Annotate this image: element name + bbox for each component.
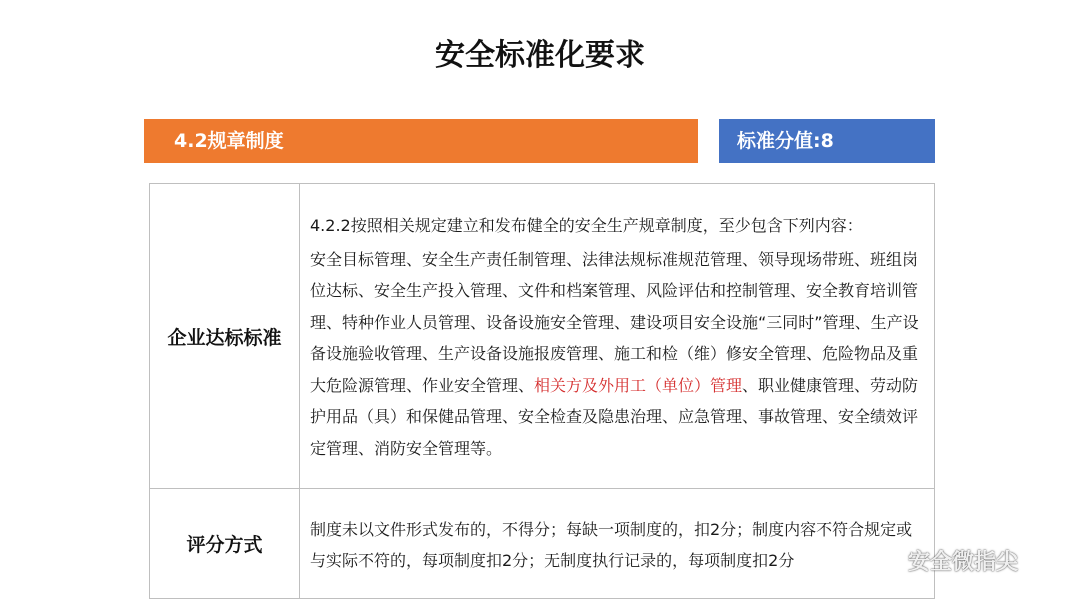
standard-content <box>300 184 935 489</box>
watermark-text: 安全微指尖 <box>908 549 1019 575</box>
score-header: 标准分值:8 <box>719 119 935 163</box>
section-header: 4.2规章制度 <box>144 119 698 163</box>
standard-body-text: 安全目标管理、安全生产责任制管理、法律法规标准规范管理、领导现场带班、班组岗位达标、安全生产投入管理、文件和档案管理、风险评估和控制管理、安全教育培训管理、特种作业人员管理、设备设施安全管理、建设项目安全设施“三同时”管理、生产设备设施验收管理、生产设备设施报废管理、施工和检（维）修安全管理、危险物品及重大危险源管理、作业安全管理、 <box>310 249 919 395</box>
page-title: 安全标准化要求 <box>435 38 645 73</box>
table-row <box>150 184 935 489</box>
wechat-icon <box>868 546 902 574</box>
standard-body <box>310 244 924 465</box>
requirements-table <box>149 183 935 599</box>
table-row <box>150 489 935 599</box>
row-label: 评分方式 <box>150 489 300 599</box>
watermark <box>868 540 1018 580</box>
standard-body-tail: 、职业健康管理、劳动防护用品（具）和保健品管理、安全检查及隐患治理、应急管理、事故管理、安全绩效评定管理、消防安全管理等。 <box>310 375 919 458</box>
scoring-content: 制度未以文件形式发布的，不得分；每缺一项制度的，扣2分；制度内容不符合规定或与实际不符的，每项制度扣2分；无制度执行记录的，每项制度扣2分 <box>300 489 935 599</box>
highlight-text: 相关方及外用工（单位）管理 <box>534 375 743 395</box>
standard-lead: 4.2.2按照相关规定建立和发布健全的安全生产规章制度，至少包含下列内容： <box>310 215 863 235</box>
row-label: 企业达标标准 <box>150 184 300 489</box>
